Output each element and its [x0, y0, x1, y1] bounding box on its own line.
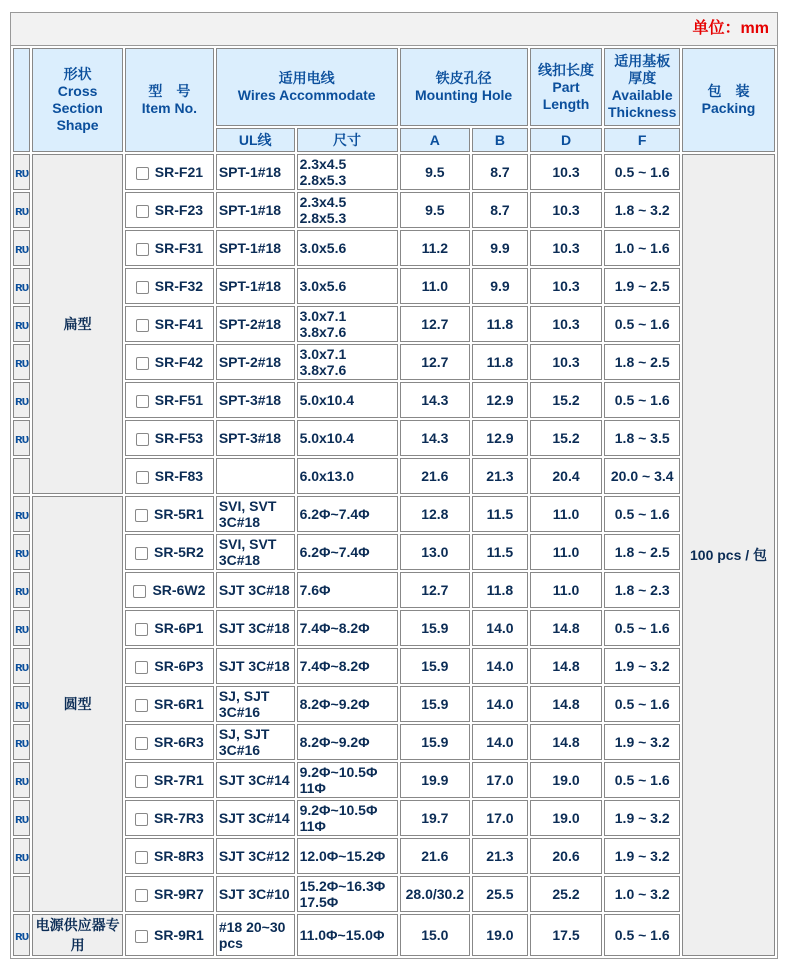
d-cell: 14.8 — [530, 610, 603, 646]
table-row — [13, 572, 775, 608]
a-cell: 15.9 — [400, 610, 471, 646]
table-row — [13, 534, 775, 570]
ul-cell: SPT-1#18 — [216, 154, 295, 190]
item-cell — [125, 914, 214, 956]
packing-header-cn: 包 装 — [707, 83, 750, 99]
item-checkbox[interactable] — [133, 585, 146, 598]
b-cell: 8.7 — [472, 154, 528, 190]
ul-mark-icon: ʀᴜ — [13, 268, 30, 304]
item-checkbox[interactable] — [136, 395, 149, 408]
item-checkbox[interactable] — [136, 281, 149, 294]
table-row — [13, 382, 775, 418]
item-cell — [125, 496, 214, 532]
item-number: SR-6W2 — [152, 582, 206, 598]
item-cell — [125, 306, 214, 342]
f-cell: 0.5 ~ 1.6 — [604, 762, 680, 798]
item-number: SR-8R3 — [154, 848, 204, 864]
b-header: B — [472, 128, 528, 152]
item-number: SR-9R1 — [154, 927, 204, 943]
packing-header-en: Packing — [701, 100, 756, 116]
f-cell: 0.5 ~ 1.6 — [604, 496, 680, 532]
a-cell: 14.3 — [400, 382, 471, 418]
ul-mark-icon: ʀᴜ — [13, 648, 30, 684]
b-cell: 19.0 — [472, 914, 528, 956]
size-line: 12.0Φ~15.2Φ — [299, 848, 386, 864]
ul-cell: SJT 3C#14 — [216, 800, 295, 836]
b-cell: 11.5 — [472, 496, 528, 532]
f-cell: 0.5 ~ 1.6 — [604, 382, 680, 418]
ul-cell: SJT 3C#10 — [216, 876, 295, 912]
item-cell — [125, 572, 214, 608]
b-cell: 21.3 — [472, 838, 528, 874]
item-header-en: Item No. — [141, 100, 198, 116]
length-header-en1: Part — [552, 78, 580, 95]
table-row — [13, 154, 775, 190]
size-line: 3.0x7.1 — [299, 346, 347, 362]
table-row — [13, 458, 775, 494]
b-cell: 8.7 — [472, 192, 528, 228]
a-cell: 28.0/30.2 — [400, 876, 471, 912]
size-line: 3.0x7.1 — [299, 308, 347, 324]
ul-cell: SVI, SVT 3C#18 — [216, 534, 295, 570]
size-line: 11Φ — [299, 780, 326, 796]
item-number: SR-F41 — [154, 316, 204, 332]
wires-header-en: Wires Accommodate — [237, 87, 376, 103]
shape-header-en3: Shape — [56, 117, 99, 133]
item-cell — [125, 268, 214, 304]
item-checkbox[interactable] — [135, 889, 148, 902]
b-cell: 21.3 — [472, 458, 528, 494]
item-number: SR-F42 — [154, 354, 204, 370]
thickness-header — [604, 48, 680, 126]
a-cell: 19.9 — [400, 762, 471, 798]
a-cell: 12.7 — [400, 306, 471, 342]
item-header — [125, 48, 214, 152]
d-cell: 11.0 — [530, 534, 603, 570]
f-cell: 1.0 ~ 1.6 — [604, 230, 680, 266]
size-cell — [297, 382, 398, 418]
b-cell: 11.8 — [472, 306, 528, 342]
hole-header-en: Mounting Hole — [414, 87, 513, 103]
f-cell: 20.0 ~ 3.4 — [604, 458, 680, 494]
f-cell: 0.5 ~ 1.6 — [604, 686, 680, 722]
a-cell: 12.7 — [400, 572, 471, 608]
item-cell — [125, 344, 214, 380]
table-row — [13, 192, 775, 228]
ul-mark-icon: ʀᴜ — [13, 838, 30, 874]
shape-power: 电源供应器专用 — [32, 914, 123, 956]
size-line: 9.2Φ~10.5Φ — [299, 764, 378, 780]
f-cell: 0.5 ~ 1.6 — [604, 914, 680, 956]
f-cell: 1.0 ~ 3.2 — [604, 876, 680, 912]
size-line: 11Φ — [299, 818, 326, 834]
ul-mark-icon: ʀᴜ — [13, 496, 30, 532]
a-cell: 9.5 — [400, 154, 471, 190]
a-cell: 12.7 — [400, 344, 471, 380]
size-cell — [297, 344, 398, 380]
f-cell: 0.5 ~ 1.6 — [604, 154, 680, 190]
packing-header — [682, 48, 775, 152]
ul-mark-icon: ʀᴜ — [13, 420, 30, 456]
table-row — [13, 610, 775, 646]
d-cell: 19.0 — [530, 762, 603, 798]
f-cell: 1.9 ~ 3.2 — [604, 838, 680, 874]
item-checkbox[interactable] — [135, 623, 148, 636]
d-cell: 14.8 — [530, 724, 603, 760]
size-line: 8.2Φ~9.2Φ — [299, 696, 370, 712]
f-cell: 1.8 ~ 2.5 — [604, 534, 680, 570]
ul-cell: SPT-1#18 — [216, 192, 295, 228]
size-line: 7.6Φ — [299, 582, 331, 598]
ul-mark-icon: ʀᴜ — [13, 914, 30, 956]
shape-header-en1: Cross — [57, 83, 98, 99]
f-cell: 1.9 ~ 3.2 — [604, 800, 680, 836]
ul-mark-icon — [13, 876, 30, 912]
item-cell — [125, 192, 214, 228]
item-cell — [125, 838, 214, 874]
table-row — [13, 306, 775, 342]
b-cell: 12.9 — [472, 382, 528, 418]
item-cell — [125, 154, 214, 190]
size-line: 7.4Φ~8.2Φ — [299, 620, 370, 636]
size-line: 5.0x10.4 — [299, 430, 355, 446]
b-cell: 17.0 — [472, 800, 528, 836]
ul-cell: SPT-3#18 — [216, 382, 295, 418]
item-number: SR-6P1 — [154, 620, 204, 636]
size-line: 2.8x5.3 — [299, 210, 347, 226]
item-cell — [125, 762, 214, 798]
size-cell — [297, 686, 398, 722]
f-cell: 1.8 ~ 2.5 — [604, 344, 680, 380]
a-cell: 21.6 — [400, 838, 471, 874]
size-line: 15.2Φ~16.3Φ — [299, 878, 386, 894]
ul-cell — [216, 458, 295, 494]
ul-mark-icon: ʀᴜ — [13, 534, 30, 570]
table-row — [13, 344, 775, 380]
d-cell: 20.6 — [530, 838, 603, 874]
a-cell: 13.0 — [400, 534, 471, 570]
b-cell: 9.9 — [472, 268, 528, 304]
item-cell — [125, 230, 214, 266]
item-number: SR-9R7 — [154, 886, 204, 902]
item-number: SR-5R2 — [154, 544, 204, 560]
ul-cell: #18 20~30 pcs — [216, 914, 295, 956]
ul-cell: SJ, SJT 3C#16 — [216, 686, 295, 722]
item-number: SR-F31 — [154, 240, 204, 256]
size-line: 7.4Φ~8.2Φ — [299, 658, 370, 674]
item-checkbox[interactable] — [135, 661, 148, 674]
size-cell — [297, 534, 398, 570]
ul-mark-icon: ʀᴜ — [13, 154, 30, 190]
ul-mark-icon: ʀᴜ — [13, 724, 30, 760]
item-cell — [125, 534, 214, 570]
length-header-en2: Length — [542, 95, 590, 112]
f-cell: 1.8 ~ 3.2 — [604, 192, 680, 228]
a-cell: 21.6 — [400, 458, 471, 494]
table-row — [13, 914, 775, 956]
ul-mark-icon: ʀᴜ — [13, 610, 30, 646]
d-cell: 10.3 — [530, 154, 603, 190]
f-cell: 0.5 ~ 1.6 — [604, 610, 680, 646]
length-header-cn: 线扣长度 — [538, 61, 595, 78]
a-cell: 15.0 — [400, 914, 471, 956]
item-cell — [125, 648, 214, 684]
table-row — [13, 268, 775, 304]
item-number: SR-F32 — [154, 278, 204, 294]
f-cell: 1.9 ~ 3.2 — [604, 724, 680, 760]
item-number: SR-F51 — [154, 392, 204, 408]
table-row — [13, 876, 775, 912]
table-row — [13, 762, 775, 798]
item-cell — [125, 420, 214, 456]
table-row — [13, 800, 775, 836]
ul-cell: SPT-3#18 — [216, 420, 295, 456]
item-number: SR-6P3 — [154, 658, 204, 674]
b-cell: 11.8 — [472, 344, 528, 380]
item-number: SR-F23 — [154, 202, 204, 218]
size-cell — [297, 876, 398, 912]
size-cell — [297, 420, 398, 456]
a-header: A — [400, 128, 471, 152]
size-line: 3.0x5.6 — [299, 278, 347, 294]
item-number: SR-6R1 — [154, 696, 204, 712]
a-cell: 11.0 — [400, 268, 471, 304]
ul-cell: SJT 3C#14 — [216, 762, 295, 798]
d-cell: 10.3 — [530, 268, 603, 304]
b-cell: 14.0 — [472, 648, 528, 684]
ul-mark-icon: ʀᴜ — [13, 762, 30, 798]
size-cell — [297, 914, 398, 956]
ul-cell: SPT-1#18 — [216, 268, 295, 304]
ul-mark-icon: ʀᴜ — [13, 230, 30, 266]
item-number: SR-F53 — [154, 430, 204, 446]
ul-cell: SPT-1#18 — [216, 230, 295, 266]
size-line: 3.0x5.6 — [299, 240, 347, 256]
d-cell: 14.8 — [530, 648, 603, 684]
spec-table-frame — [10, 12, 778, 959]
size-line: 17.5Φ — [299, 894, 339, 910]
ul-cell: SVI, SVT 3C#18 — [216, 496, 295, 532]
packing-value: 100 pcs / 包 — [682, 154, 775, 956]
hole-header — [400, 48, 528, 126]
ul-mark-icon: ʀᴜ — [13, 306, 30, 342]
ul-cell: SJ, SJT 3C#16 — [216, 724, 295, 760]
size-line: 6.2Φ~7.4Φ — [299, 544, 370, 560]
item-number: SR-F21 — [154, 164, 204, 180]
size-header: 尺寸 — [297, 128, 398, 152]
d-cell: 20.4 — [530, 458, 603, 494]
d-cell: 25.2 — [530, 876, 603, 912]
f-cell: 1.8 ~ 2.3 — [604, 572, 680, 608]
a-cell: 15.9 — [400, 724, 471, 760]
item-cell — [125, 686, 214, 722]
d-cell: 11.0 — [530, 572, 603, 608]
item-checkbox[interactable] — [136, 357, 149, 370]
d-cell: 10.3 — [530, 344, 603, 380]
d-cell: 15.2 — [530, 420, 603, 456]
size-cell — [297, 192, 398, 228]
shape-header-cn: 形状 — [63, 66, 92, 82]
item-number: SR-F83 — [154, 468, 204, 484]
size-line: 5.0x10.4 — [299, 392, 355, 408]
a-cell: 11.2 — [400, 230, 471, 266]
shape-header — [32, 48, 123, 152]
item-number: SR-7R1 — [154, 772, 204, 788]
ul-cell: SJT 3C#18 — [216, 572, 295, 608]
ul-cell: SJT 3C#18 — [216, 610, 295, 646]
item-checkbox[interactable] — [136, 167, 149, 180]
item-checkbox[interactable] — [136, 433, 149, 446]
shape-flat: 扁型 — [32, 154, 123, 494]
item-checkbox[interactable] — [135, 930, 148, 943]
size-cell — [297, 230, 398, 266]
table-row — [13, 496, 775, 532]
d-cell: 19.0 — [530, 800, 603, 836]
spec-table — [11, 46, 777, 958]
size-cell — [297, 610, 398, 646]
d-header: D — [530, 128, 603, 152]
d-cell: 14.8 — [530, 686, 603, 722]
ul-mark-icon: ʀᴜ — [13, 572, 30, 608]
table-row — [13, 230, 775, 266]
size-line: 8.2Φ~9.2Φ — [299, 734, 370, 750]
size-cell — [297, 838, 398, 874]
item-checkbox[interactable] — [135, 813, 148, 826]
item-header-cn: 型 号 — [148, 83, 191, 99]
length-header — [530, 48, 603, 126]
ul-cell: SPT-2#18 — [216, 306, 295, 342]
b-cell: 12.9 — [472, 420, 528, 456]
size-cell — [297, 306, 398, 342]
size-cell — [297, 154, 398, 190]
unit-label: 单位：mm — [11, 13, 777, 46]
ul-cell: SJT 3C#18 — [216, 648, 295, 684]
f-cell: 0.5 ~ 1.6 — [604, 306, 680, 342]
ul-cell: SPT-2#18 — [216, 344, 295, 380]
item-checkbox[interactable] — [135, 509, 148, 522]
item-number: SR-6R3 — [154, 734, 204, 750]
wires-header — [216, 48, 398, 126]
b-cell: 14.0 — [472, 686, 528, 722]
size-cell — [297, 572, 398, 608]
item-checkbox[interactable] — [136, 205, 149, 218]
a-cell: 9.5 — [400, 192, 471, 228]
ul-header: UL线 — [216, 128, 295, 152]
thickness-header-cn1: 适用基板 — [614, 53, 671, 69]
ul-mark-icon — [13, 458, 30, 494]
hole-header-cn: 铁皮孔径 — [435, 70, 492, 86]
thickness-header-en2: Thickness — [607, 104, 677, 120]
b-cell: 14.0 — [472, 724, 528, 760]
item-number: SR-7R3 — [154, 810, 204, 826]
item-cell — [125, 610, 214, 646]
ul-mark-icon: ʀᴜ — [13, 192, 30, 228]
ul-cell: SJT 3C#12 — [216, 838, 295, 874]
size-line: 11.0Φ~15.0Φ — [299, 927, 385, 943]
item-checkbox[interactable] — [135, 699, 148, 712]
shape-header-en2: Section — [52, 100, 103, 116]
table-row — [13, 686, 775, 722]
item-checkbox[interactable] — [135, 547, 148, 560]
item-checkbox[interactable] — [135, 851, 148, 864]
size-cell — [297, 268, 398, 304]
size-cell — [297, 762, 398, 798]
ul-mark-icon: ʀᴜ — [13, 344, 30, 380]
d-cell: 15.2 — [530, 382, 603, 418]
b-cell: 11.5 — [472, 534, 528, 570]
item-checkbox[interactable] — [136, 243, 149, 256]
a-cell: 15.9 — [400, 686, 471, 722]
table-row — [13, 838, 775, 874]
ul-mark-icon: ʀᴜ — [13, 800, 30, 836]
size-cell — [297, 496, 398, 532]
item-cell — [125, 800, 214, 836]
ul-mark-icon: ʀᴜ — [13, 382, 30, 418]
size-cell — [297, 458, 398, 494]
wires-header-cn: 适用电线 — [278, 70, 335, 86]
d-cell: 10.3 — [530, 306, 603, 342]
item-cell — [125, 382, 214, 418]
a-cell: 15.9 — [400, 648, 471, 684]
item-checkbox[interactable] — [136, 319, 149, 332]
size-line: 2.8x5.3 — [299, 172, 347, 188]
size-line: 2.3x4.5 — [299, 194, 347, 210]
b-cell: 9.9 — [472, 230, 528, 266]
item-number: SR-5R1 — [154, 506, 204, 522]
table-row — [13, 420, 775, 456]
size-cell — [297, 724, 398, 760]
item-checkbox[interactable] — [136, 471, 149, 484]
thickness-header-en1: Available — [611, 87, 673, 103]
shape-round: 圆型 — [32, 496, 123, 912]
b-cell: 17.0 — [472, 762, 528, 798]
item-cell — [125, 876, 214, 912]
d-cell: 10.3 — [530, 230, 603, 266]
icon-col-header — [13, 48, 30, 152]
b-cell: 14.0 — [472, 610, 528, 646]
f-cell: 1.9 ~ 3.2 — [604, 648, 680, 684]
a-cell: 19.7 — [400, 800, 471, 836]
d-cell: 10.3 — [530, 192, 603, 228]
size-cell — [297, 800, 398, 836]
size-cell — [297, 648, 398, 684]
b-cell: 25.5 — [472, 876, 528, 912]
item-cell — [125, 458, 214, 494]
a-cell: 14.3 — [400, 420, 471, 456]
size-line: 6.2Φ~7.4Φ — [299, 506, 370, 522]
ul-mark-icon: ʀᴜ — [13, 686, 30, 722]
size-line: 3.8x7.6 — [299, 324, 347, 340]
f-cell: 1.9 ~ 2.5 — [604, 268, 680, 304]
d-cell: 11.0 — [530, 496, 603, 532]
size-line: 9.2Φ~10.5Φ — [299, 802, 378, 818]
thickness-header-cn2: 厚度 — [628, 70, 657, 86]
size-line: 2.3x4.5 — [299, 156, 347, 172]
table-row — [13, 724, 775, 760]
item-checkbox[interactable] — [135, 775, 148, 788]
item-checkbox[interactable] — [135, 737, 148, 750]
size-line: 6.0x13.0 — [299, 468, 355, 484]
b-cell: 11.8 — [472, 572, 528, 608]
table-row — [13, 648, 775, 684]
f-cell: 1.8 ~ 3.5 — [604, 420, 680, 456]
item-cell — [125, 724, 214, 760]
a-cell: 12.8 — [400, 496, 471, 532]
size-line: 3.8x7.6 — [299, 362, 347, 378]
f-header: F — [604, 128, 680, 152]
d-cell: 17.5 — [530, 914, 603, 956]
